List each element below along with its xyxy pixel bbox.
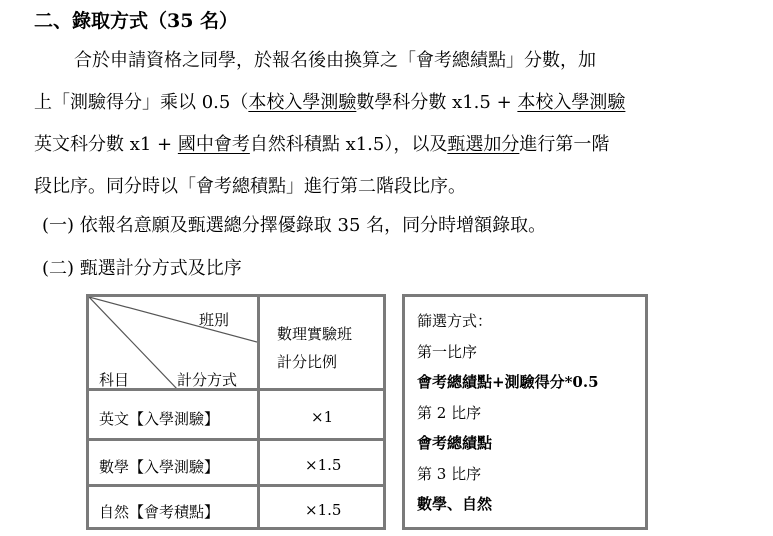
header-class-label: 班別 bbox=[199, 311, 230, 329]
column-title: 數理實驗班 bbox=[277, 325, 353, 343]
table-row-subject: 英文【入學測驗】 bbox=[99, 410, 220, 428]
order-2-label: 第 2 比序 bbox=[417, 403, 482, 422]
text-fragment: ，以及 bbox=[393, 134, 448, 155]
column-divider bbox=[257, 297, 260, 527]
underlined-text: 甄選加分 bbox=[447, 134, 520, 155]
scoring-table bbox=[86, 294, 386, 530]
order-1-label: 第一比序 bbox=[417, 342, 478, 361]
header-subject-label: 科目 bbox=[99, 371, 130, 389]
order-2-value: 會考總績點 bbox=[417, 434, 493, 452]
underlined-text: 本校入學測驗 bbox=[517, 92, 626, 113]
header-method-label: 計分方式 bbox=[177, 371, 238, 389]
underlined-text: 國中會考 bbox=[177, 134, 250, 155]
paragraph-line-3 bbox=[34, 130, 609, 156]
list-item-1: (一) 依報名意願及甄選總分擇優錄取 35 名，同分時增額錄取。 bbox=[42, 215, 547, 236]
text-fragment: 上「測驗得分」乘以 0.5（ bbox=[34, 92, 249, 113]
paragraph-line-4: 段比序。同分時以「會考總積點」進行第二階段比序。 bbox=[34, 176, 466, 197]
order-3-value: 數學、自然 bbox=[417, 495, 493, 513]
underlined-text: 本校入學測驗 bbox=[248, 92, 357, 113]
paragraph-line-1: 合於申請資格之同學，於報名後由換算之「會考總績點」分數，加 bbox=[74, 50, 596, 71]
table-row-ratio: ×1 bbox=[311, 408, 334, 426]
screening-title: 篩選方式： bbox=[417, 312, 493, 330]
table-row-subject: 數學【入學測驗】 bbox=[99, 458, 220, 476]
order-3-label: 第 3 比序 bbox=[417, 464, 482, 483]
text-fragment: 自然科積點 x1.5） bbox=[249, 134, 394, 155]
table-row-ratio: ×1.5 bbox=[305, 501, 342, 519]
table-row-ratio: ×1.5 bbox=[305, 456, 342, 474]
text-fragment: 數學科分數 x1.5 + bbox=[356, 92, 518, 113]
paragraph-line-2 bbox=[34, 88, 625, 114]
column-subtitle: 計分比例 bbox=[277, 353, 338, 371]
text-fragment: 進行第一階 bbox=[519, 134, 610, 155]
section-heading: 二、錄取方式（35 名） bbox=[34, 10, 239, 32]
order-1-value: 會考總績點+測驗得分*0.5 bbox=[417, 373, 599, 391]
table-row-subject: 自然【會考積點】 bbox=[99, 503, 220, 521]
list-item-2: (二) 甄選計分方式及比序 bbox=[42, 258, 242, 279]
row-divider bbox=[89, 438, 383, 441]
screening-box bbox=[402, 294, 648, 530]
row-divider bbox=[89, 484, 383, 487]
text-fragment: 英文科分數 x1 + bbox=[34, 134, 178, 155]
